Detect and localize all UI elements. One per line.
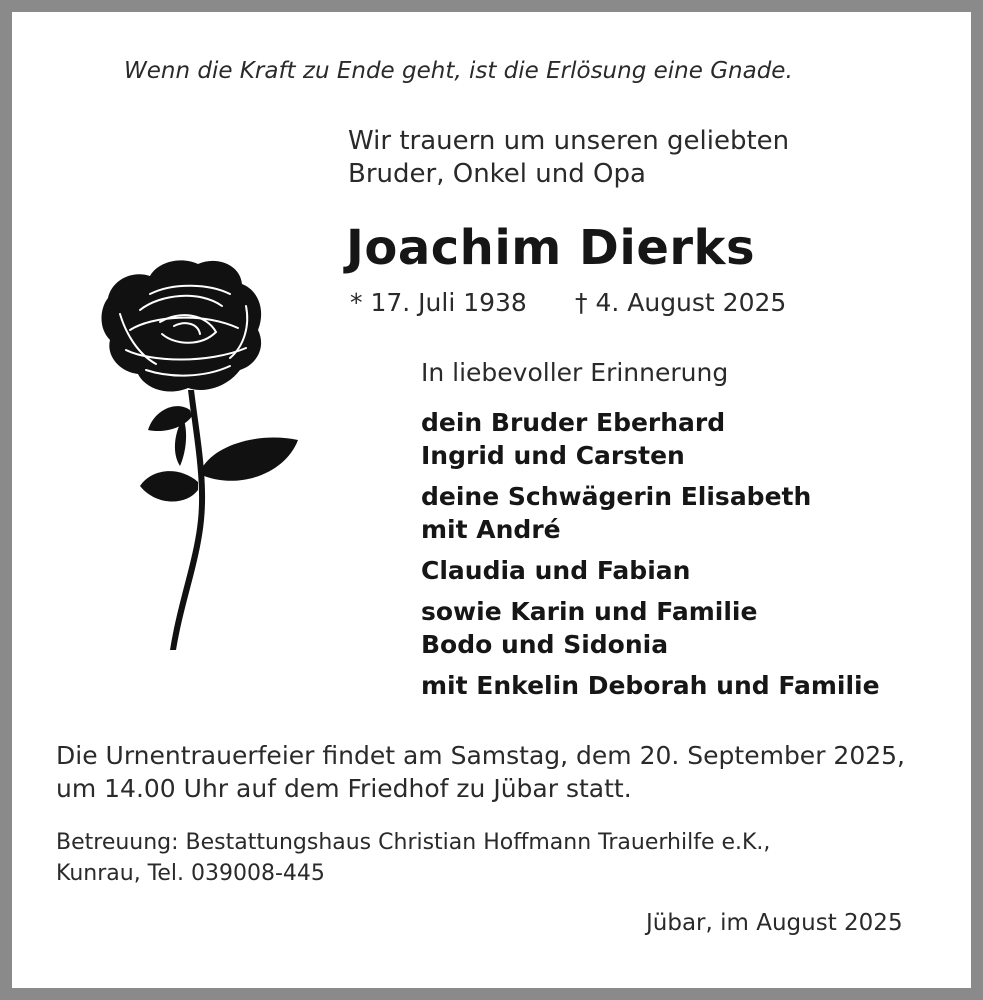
intro-line: Wir trauern um unseren geliebten: [348, 126, 790, 156]
mourner-line: Bodo und Sidonia: [421, 630, 669, 659]
mourner-line: dein Bruder Eberhard: [421, 408, 726, 437]
mourner-line: Ingrid und Carsten: [421, 441, 685, 470]
deceased-name: Joachim Dierks: [346, 220, 756, 276]
service-line: Die Urnentrauerfeier findet am Samstag, dem 20. September 2025,: [56, 741, 905, 770]
mourner-line: mit Enkelin Deborah und Familie: [421, 671, 880, 700]
care-line: Betreuung: Bestattungshaus Christian Hoffmann Trauerhilfe e.K.,: [56, 830, 771, 855]
obituary-card: [12, 12, 971, 988]
care-info: [56, 827, 770, 889]
death-date: † 4. August 2025: [575, 288, 787, 317]
intro-text: [348, 125, 789, 191]
service-info: [56, 739, 905, 805]
mourner-line: mit André: [421, 515, 561, 544]
mourner-group: [421, 554, 690, 587]
mourner-line: deine Schwägerin Elisabeth: [421, 482, 812, 511]
intro-line: Bruder, Onkel und Opa: [348, 159, 646, 189]
rose-icon: [90, 250, 300, 650]
mourner-line: sowie Karin und Familie: [421, 597, 758, 626]
mourner-group: [421, 406, 725, 472]
mourner-group: [421, 480, 811, 546]
care-line: Kunrau, Tel. 039008-445: [56, 861, 325, 886]
birth-date: * 17. Juli 1938: [350, 288, 527, 317]
mourner-group: [421, 669, 880, 702]
service-line: um 14.00 Uhr auf dem Friedhof zu Jübar statt.: [56, 774, 632, 803]
memory-line: In liebevoller Erinnerung: [421, 358, 729, 387]
place-date: Jübar, im August 2025: [646, 910, 903, 936]
mourner-line: Claudia und Fabian: [421, 556, 691, 585]
quote-text: Wenn die Kraft zu Ende geht, ist die Erlösung eine Gnade.: [124, 58, 793, 84]
mourner-group: [421, 595, 757, 661]
